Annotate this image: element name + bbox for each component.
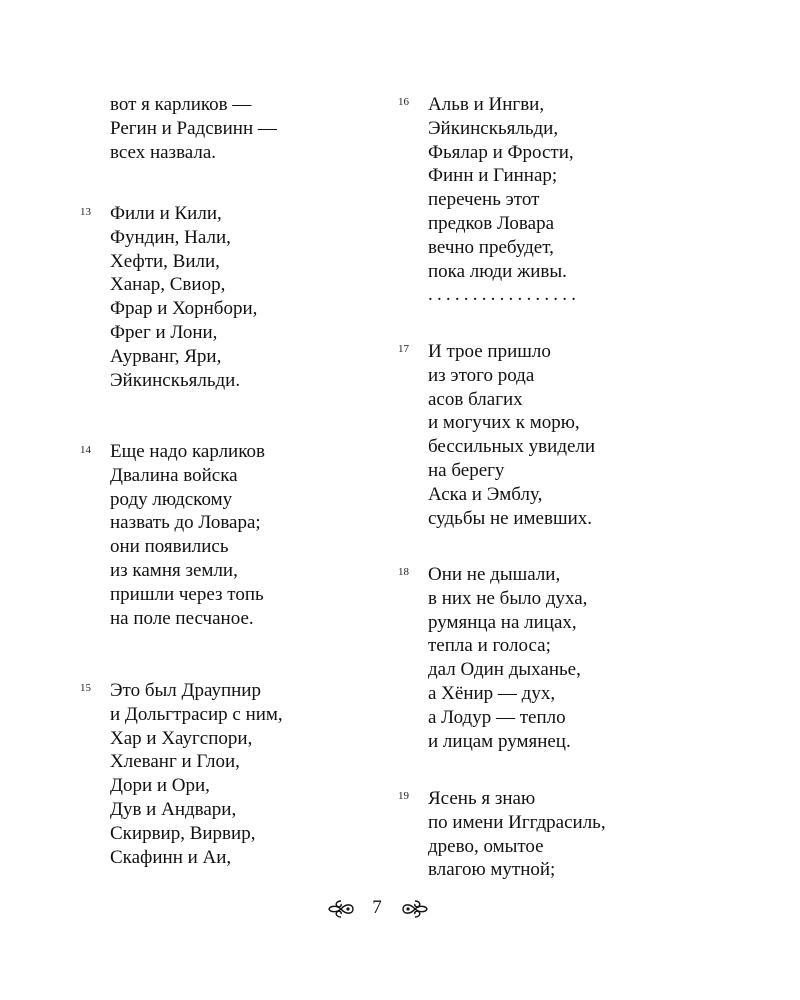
verse-line: вот я карликов — bbox=[110, 94, 252, 115]
verse-line: судьбы не имевших. bbox=[428, 507, 592, 529]
verse-line: Аска и Эмблу, bbox=[428, 483, 543, 505]
verse-line: на поле песчаное. bbox=[110, 607, 254, 629]
stanza-number: 16 bbox=[398, 96, 409, 108]
verse-line: Аурванг, Яри, bbox=[110, 345, 222, 367]
verse-line: Фили и Кили, bbox=[110, 203, 222, 224]
verse-line: всех назвала. bbox=[110, 141, 217, 163]
verse-line: Ясень я знаю bbox=[428, 788, 536, 809]
verse-line: Хлеванг и Глои, bbox=[110, 751, 240, 773]
verse-line: Дори и Ори, bbox=[110, 775, 210, 797]
verse-line: Фрег и Лони, bbox=[110, 321, 218, 343]
verse-line: назвать до Ловара; bbox=[110, 512, 261, 534]
verse-line: Скафинн и Аи, bbox=[110, 846, 232, 868]
verse-line: пришли через топь bbox=[110, 583, 264, 605]
verse-line: и лицам румянец. bbox=[428, 730, 571, 752]
stanza-number: 17 bbox=[398, 343, 409, 355]
stanza-19 bbox=[428, 787, 606, 882]
verse-line: Эйкинскьяльди, bbox=[428, 117, 559, 139]
stanza-12-end bbox=[110, 93, 277, 164]
verse-line: Альв и Ингви, bbox=[428, 94, 545, 115]
verse-line: предков Ловара bbox=[428, 212, 555, 234]
page-number: 7 bbox=[372, 897, 382, 918]
verse-line: асов благих bbox=[428, 388, 523, 410]
verse-line: по имени Иггдрасиль, bbox=[428, 811, 606, 833]
verse-line: Финн и Гиннар; bbox=[428, 165, 558, 187]
verse-line: а Лодур — тепло bbox=[428, 706, 566, 728]
verse-line: Хар и Хаугспори, bbox=[110, 727, 253, 749]
verse-line: и Дольгтрасир с ним, bbox=[110, 703, 283, 725]
stanza-17 bbox=[428, 340, 595, 530]
verse-line: они появились bbox=[110, 536, 229, 558]
verse-line: на берегу bbox=[428, 459, 505, 481]
verse-line: Регин и Радсвинн — bbox=[110, 117, 277, 139]
verse-line: И трое пришло bbox=[428, 341, 551, 362]
verse-line: вечно пребудет, bbox=[428, 236, 554, 258]
verse-line: бессильных увидели bbox=[428, 436, 596, 458]
page-footer bbox=[0, 896, 800, 922]
verse-line: Еще надо карликов bbox=[110, 441, 265, 462]
verse-line: из камня земли, bbox=[110, 559, 238, 581]
stanza-14 bbox=[110, 440, 265, 630]
verse-line: Фьялар и Фрости, bbox=[428, 141, 574, 163]
verse-line: Фрар и Хорнбори, bbox=[110, 298, 258, 320]
verse-line: а Хёнир — дух, bbox=[428, 682, 556, 704]
verse-line: в них не было духа, bbox=[428, 587, 588, 609]
verse-line: Хефти, Вили, bbox=[110, 250, 220, 272]
stanza-number: 18 bbox=[398, 566, 409, 578]
verse-line: Это был Драупнир bbox=[110, 680, 261, 701]
verse-line: влагою мутной; bbox=[428, 859, 556, 881]
stanza-number: 14 bbox=[80, 444, 91, 456]
stanza-number: 15 bbox=[80, 682, 91, 694]
stanza-number: 19 bbox=[398, 790, 409, 802]
ellipsis-line: ................. bbox=[428, 284, 581, 306]
stanza-15 bbox=[110, 679, 283, 869]
stanza-number: 13 bbox=[80, 206, 91, 218]
verse-line: дал Один дыханье, bbox=[428, 659, 581, 681]
verse-line: тепла и голоса; bbox=[428, 635, 551, 657]
verse-line: Скирвир, Вирвир, bbox=[110, 822, 256, 844]
verse-line: румянца на лицах, bbox=[428, 611, 577, 633]
verse-line: Они не дышали, bbox=[428, 564, 561, 585]
verse-line: Эйкинскьяльди. bbox=[110, 369, 241, 391]
ornament-right-icon bbox=[400, 898, 430, 920]
verse-line: Ханар, Свиор, bbox=[110, 274, 226, 296]
verse-line: пока люди живы. bbox=[428, 260, 567, 282]
verse-line: Двалина войска bbox=[110, 464, 238, 486]
stanza-13 bbox=[110, 202, 257, 392]
verse-line: роду людскому bbox=[110, 488, 233, 510]
ornament-left-icon bbox=[326, 898, 356, 920]
verse-line: древо, омытое bbox=[428, 835, 544, 857]
stanza-16 bbox=[428, 93, 580, 307]
verse-line: Дув и Андвари, bbox=[110, 798, 237, 820]
verse-line: Фундин, Нали, bbox=[110, 226, 231, 248]
verse-line: перечень этот bbox=[428, 189, 540, 211]
verse-line: и могучих к морю, bbox=[428, 412, 580, 434]
verse-line: из этого рода bbox=[428, 364, 535, 386]
stanza-18 bbox=[428, 563, 587, 753]
